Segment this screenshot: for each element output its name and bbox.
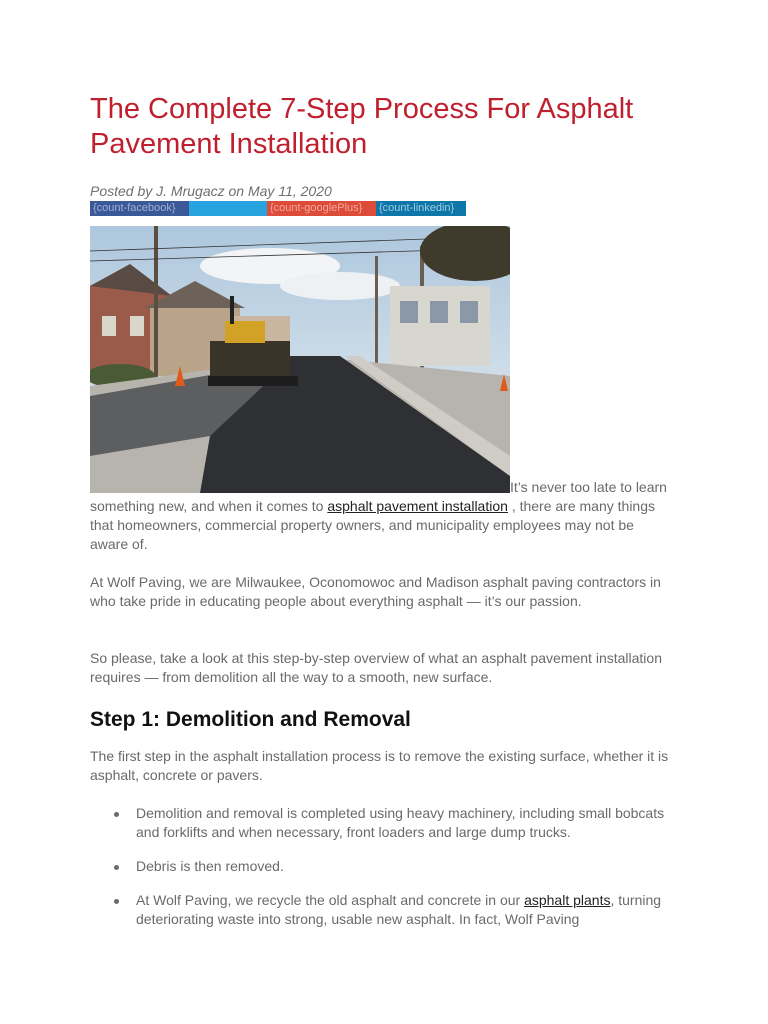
intro-paragraph bbox=[90, 478, 670, 554]
wolf-paving-paragraph: At Wolf Paving, we are Milwaukee, Oconomowoc and Madison asphalt paving contractors in who take pride in educating people about everything asphalt — it’s our passion. bbox=[90, 574, 661, 609]
list-item bbox=[90, 804, 670, 842]
meta-on: on bbox=[228, 183, 245, 199]
asphalt-plants-link[interactable]: asphalt plants bbox=[524, 892, 611, 908]
photo-spacer bbox=[90, 478, 510, 493]
step1-paragraph: The first step in the asphalt installation process is to remove the existing surface, whether it is asphalt, concrete or pavers. bbox=[90, 748, 669, 783]
step1-bullet-list bbox=[90, 804, 670, 944]
overview-paragraph: So please, take a look at this step-by-step overview of what an asphalt pavement installation requires — from demolition all the way to a smooth, new surface. bbox=[90, 650, 662, 685]
bullet-text-recycle-end: , turning deteriorating waste into strong, usable new asphalt. In fact, Wolf Paving bbox=[136, 892, 662, 927]
meta-author[interactable]: J. Mrugacz bbox=[156, 183, 225, 199]
bullet-text-recycle-start: At Wolf Paving, we recycle the old asphalt and concrete in our bbox=[136, 892, 525, 908]
linkedin-share-button[interactable]: {count-linkedin} bbox=[376, 201, 466, 216]
facebook-share-button[interactable]: {count-facebook} bbox=[90, 201, 189, 216]
meta-date: May 11, 2020 bbox=[247, 183, 332, 199]
googleplus-share-button[interactable]: {count-googlePlus} bbox=[267, 201, 376, 216]
list-item bbox=[90, 857, 670, 876]
step1-heading: Step 1: Demolition and Removal bbox=[90, 708, 411, 731]
twitter-share-button[interactable]: {count-twitter} bbox=[189, 201, 267, 216]
bullet-text-demolition: Demolition and removal is completed using heavy machinery, including small bobcats and forklifts and when necessary, front loaders and large dump trucks. bbox=[136, 805, 665, 840]
bullet-text-debris: Debris is then removed. bbox=[136, 858, 284, 874]
post-meta bbox=[90, 183, 332, 199]
meta-posted-by: Posted by bbox=[90, 183, 153, 199]
article-title: The Complete 7-Step Process For Asphalt Pavement Installation bbox=[90, 93, 634, 160]
list-item bbox=[90, 891, 670, 929]
paving-photo bbox=[90, 226, 510, 493]
share-bar bbox=[90, 201, 466, 216]
intro-text-end: , there are many things that homeowners, commercial property owners, and municipality employees may not be aware of. bbox=[90, 498, 655, 552]
intro-text-start: It’s never too late to learn something new, and when it comes to bbox=[90, 479, 667, 514]
asphalt-pavement-installation-link[interactable]: asphalt pavement installation bbox=[327, 498, 508, 514]
